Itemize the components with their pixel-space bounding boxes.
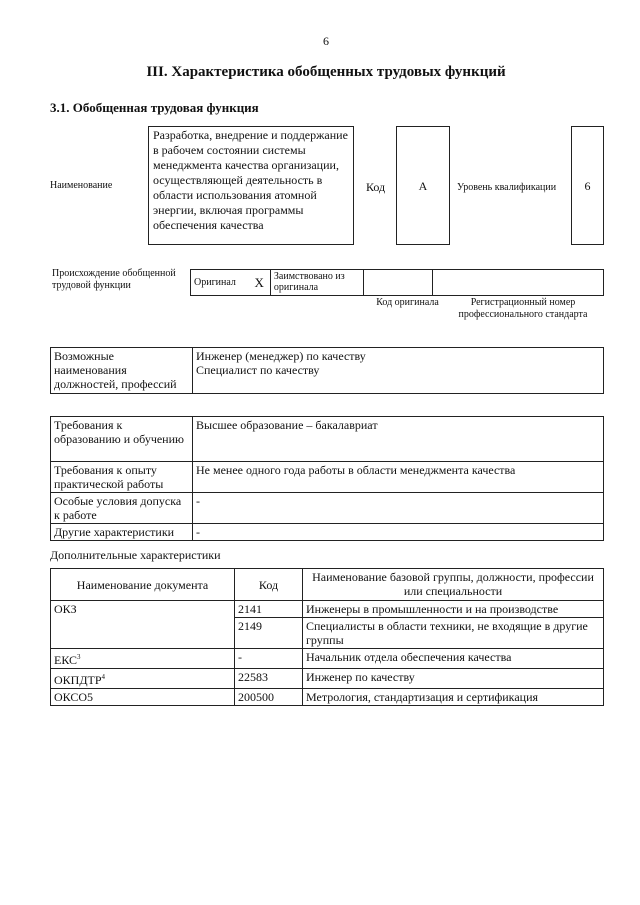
- level-box: [571, 126, 604, 245]
- page-number: 6: [323, 34, 329, 48]
- okpdtr-doc-text: ОКПДТР: [54, 673, 102, 687]
- req-experience-label: Требования к опыту практической работы: [51, 462, 193, 493]
- header-code: Код: [235, 569, 303, 601]
- okz-name-1: Инженеры в промышленности и на производстве: [303, 601, 604, 618]
- position-2: Специалист по качеству: [196, 363, 320, 377]
- okz-code-2: 2149: [235, 618, 303, 649]
- okpdtr-name: Инженер по качеству: [303, 669, 604, 689]
- okpdtr-footnote: 4: [101, 673, 106, 681]
- okz-doc: ОКЗ: [51, 601, 235, 649]
- extra-title: Дополнительные характеристики: [50, 548, 221, 562]
- req-other-label: Другие характеристики: [51, 524, 193, 541]
- okpdtr-doc: [51, 669, 235, 689]
- okso-name: Метрология, стандартизация и сертификация: [303, 689, 604, 706]
- okz-code-1: 2141: [235, 601, 303, 618]
- section-title: III. Характеристика обобщенных трудовых функций: [146, 64, 506, 80]
- extra-table: [50, 568, 604, 706]
- code-caption: Код оригинала: [376, 297, 439, 308]
- positions-values: [193, 348, 604, 394]
- origin-table: [190, 269, 604, 296]
- code-box: [396, 126, 450, 245]
- table-row: [51, 669, 604, 689]
- position-1: Инженер (менеджер) по качеству: [196, 349, 366, 363]
- name-label: Наименование: [50, 180, 113, 191]
- eks-code: -: [235, 649, 303, 669]
- code-value: А: [418, 179, 428, 193]
- okso-doc: ОКСО5: [51, 689, 235, 706]
- borrowed-label: Заимствовано из оригинала: [270, 270, 363, 296]
- req-other-value: -: [193, 524, 604, 541]
- reg-caption: Регистрационный номер профессионального стандарта: [458, 297, 588, 320]
- function-name-value: Разработка, внедрение и поддержание в рабочем состоянии системы менеджмента качества организации, осуществляющей деятельность в области использования атомной энергии, включая программы обеспечения качества: [153, 128, 348, 232]
- level-label: Уровень квалификации: [457, 182, 557, 193]
- req-education-value: Высшее образование – бакалавриат: [193, 417, 604, 462]
- subsection-title: 3.1. Обобщенная трудовая функция: [50, 100, 259, 115]
- header-name: Наименование базовой группы, должности, профессии или специальности: [303, 569, 604, 601]
- eks-doc: [51, 649, 235, 669]
- okpdtr-code: 22583: [235, 669, 303, 689]
- req-education-label: Требования к образованию и обучению: [51, 417, 193, 462]
- okz-name-2: Специалисты в области техники, не входящие в другие группы: [303, 618, 604, 649]
- table-row: [51, 649, 604, 669]
- code-label: Код: [366, 180, 386, 194]
- requirements-table: [50, 416, 604, 541]
- positions-label: Возможные наименования должностей, профессий: [51, 348, 193, 394]
- header-doc: Наименование документа: [51, 569, 235, 601]
- okso-code: 200500: [235, 689, 303, 706]
- origin-reg-cell: [432, 270, 603, 296]
- req-conditions-value: -: [193, 493, 604, 524]
- eks-footnote: 3: [77, 653, 81, 661]
- positions-table: [50, 347, 604, 394]
- origin-label: Происхождение обобщенной трудовой функции: [52, 268, 176, 291]
- original-mark: X: [248, 270, 270, 296]
- req-experience-value: Не менее одного года работы в области менеджмента качества: [193, 462, 604, 493]
- level-value: 6: [584, 179, 591, 193]
- req-conditions-label: Особые условия допуска к работе: [51, 493, 193, 524]
- original-label: Оригинал: [191, 270, 249, 296]
- eks-doc-text: ЕКС: [54, 653, 78, 667]
- function-name-box: [148, 126, 354, 245]
- table-row: [51, 689, 604, 706]
- origin-code-cell: [363, 270, 432, 296]
- table-row: [51, 601, 604, 618]
- eks-name: Начальник отдела обеспечения качества: [303, 649, 604, 669]
